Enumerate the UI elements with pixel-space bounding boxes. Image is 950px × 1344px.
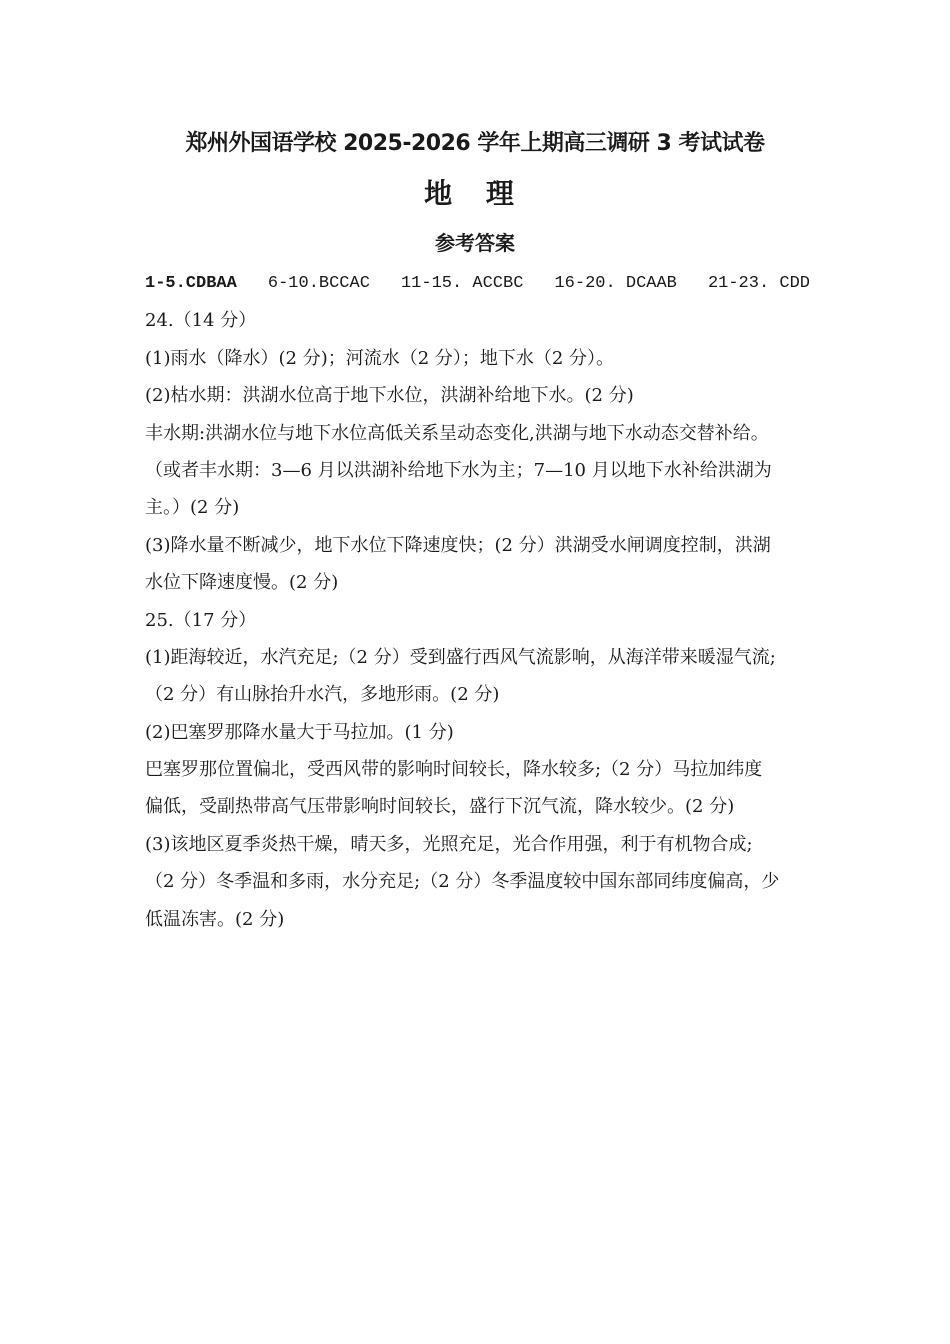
answer-line: (1)距海较近，水汽充足;（2 分）受到盛行西风气流影响，从海洋带来暖湿气流; — [145, 646, 776, 668]
answer-line: (2)巴塞罗那降水量大于马拉加。(1 分) — [145, 721, 454, 743]
mc-group: 6-10.BCCAC — [267, 274, 370, 293]
answer-line: (3)降水量不断减少，地下水位下降速度快；(2 分）洪湖受水闸调度控制，洪湖 — [145, 534, 771, 556]
answer-line: 24.（14 分） — [145, 310, 257, 332]
mc-group: 11-15. ACCBC — [400, 274, 524, 293]
answer-line: (3)该地区夏季炎热干燥，晴天多，光照充足，光合作用强，利于有机物合成; — [145, 833, 753, 855]
mc-group: 21-23. CDD — [707, 274, 810, 293]
answer-line: （或者丰水期：3—6 月以洪湖补给地下水为主；7—10 月以地下水补给洪湖为 — [145, 459, 772, 481]
subject-title: 地 理 — [424, 177, 526, 210]
answer-line: 主。）(2 分) — [145, 497, 240, 519]
mc-group: 1-5.CDBAA — [145, 274, 237, 293]
answer-line: （2 分）有山脉抬升水汽，多地形雨。(2 分) — [145, 684, 500, 706]
answer-line: 丰水期:洪湖水位与地下水位高低关系呈动态变化,洪湖与地下水动态交替补给。 — [145, 422, 769, 444]
multiple-choice-answers — [145, 270, 810, 307]
answer-line: 水位下降速度慢。(2 分) — [145, 572, 339, 594]
answer-line: （2 分）冬季温和多雨，水分充足;（2 分）冬季温度较中国东部同纬度偏高，少 — [145, 871, 780, 893]
mc-group: 16-20. DCAAB — [554, 274, 677, 293]
answer-line: 巴塞罗那位置偏北，受西风带的影响时间较长，降水较多;（2 分）马拉加纬度 — [145, 759, 763, 781]
exam-title: 郑州外国语学校 2025-2026 学年上期高三调研 3 考试试卷 — [185, 131, 765, 156]
answer-line: (2)枯水期：洪湖水位高于地下水位，洪湖补给地下水。(2 分) — [145, 385, 634, 407]
answer-line: 25.（17 分） — [145, 609, 257, 631]
answer-key-heading: 参考答案 — [435, 231, 515, 255]
answer-line: 低温冻害。(2 分) — [145, 908, 285, 930]
answer-line: 偏低，受副热带高气压带影响时间较长，盛行下沉气流，降水较少。(2 分) — [145, 796, 735, 818]
answer-body — [145, 270, 810, 943]
answer-line: (1)雨水（降水）(2 分)；河流水（2 分）；地下水（2 分）。 — [145, 347, 615, 369]
